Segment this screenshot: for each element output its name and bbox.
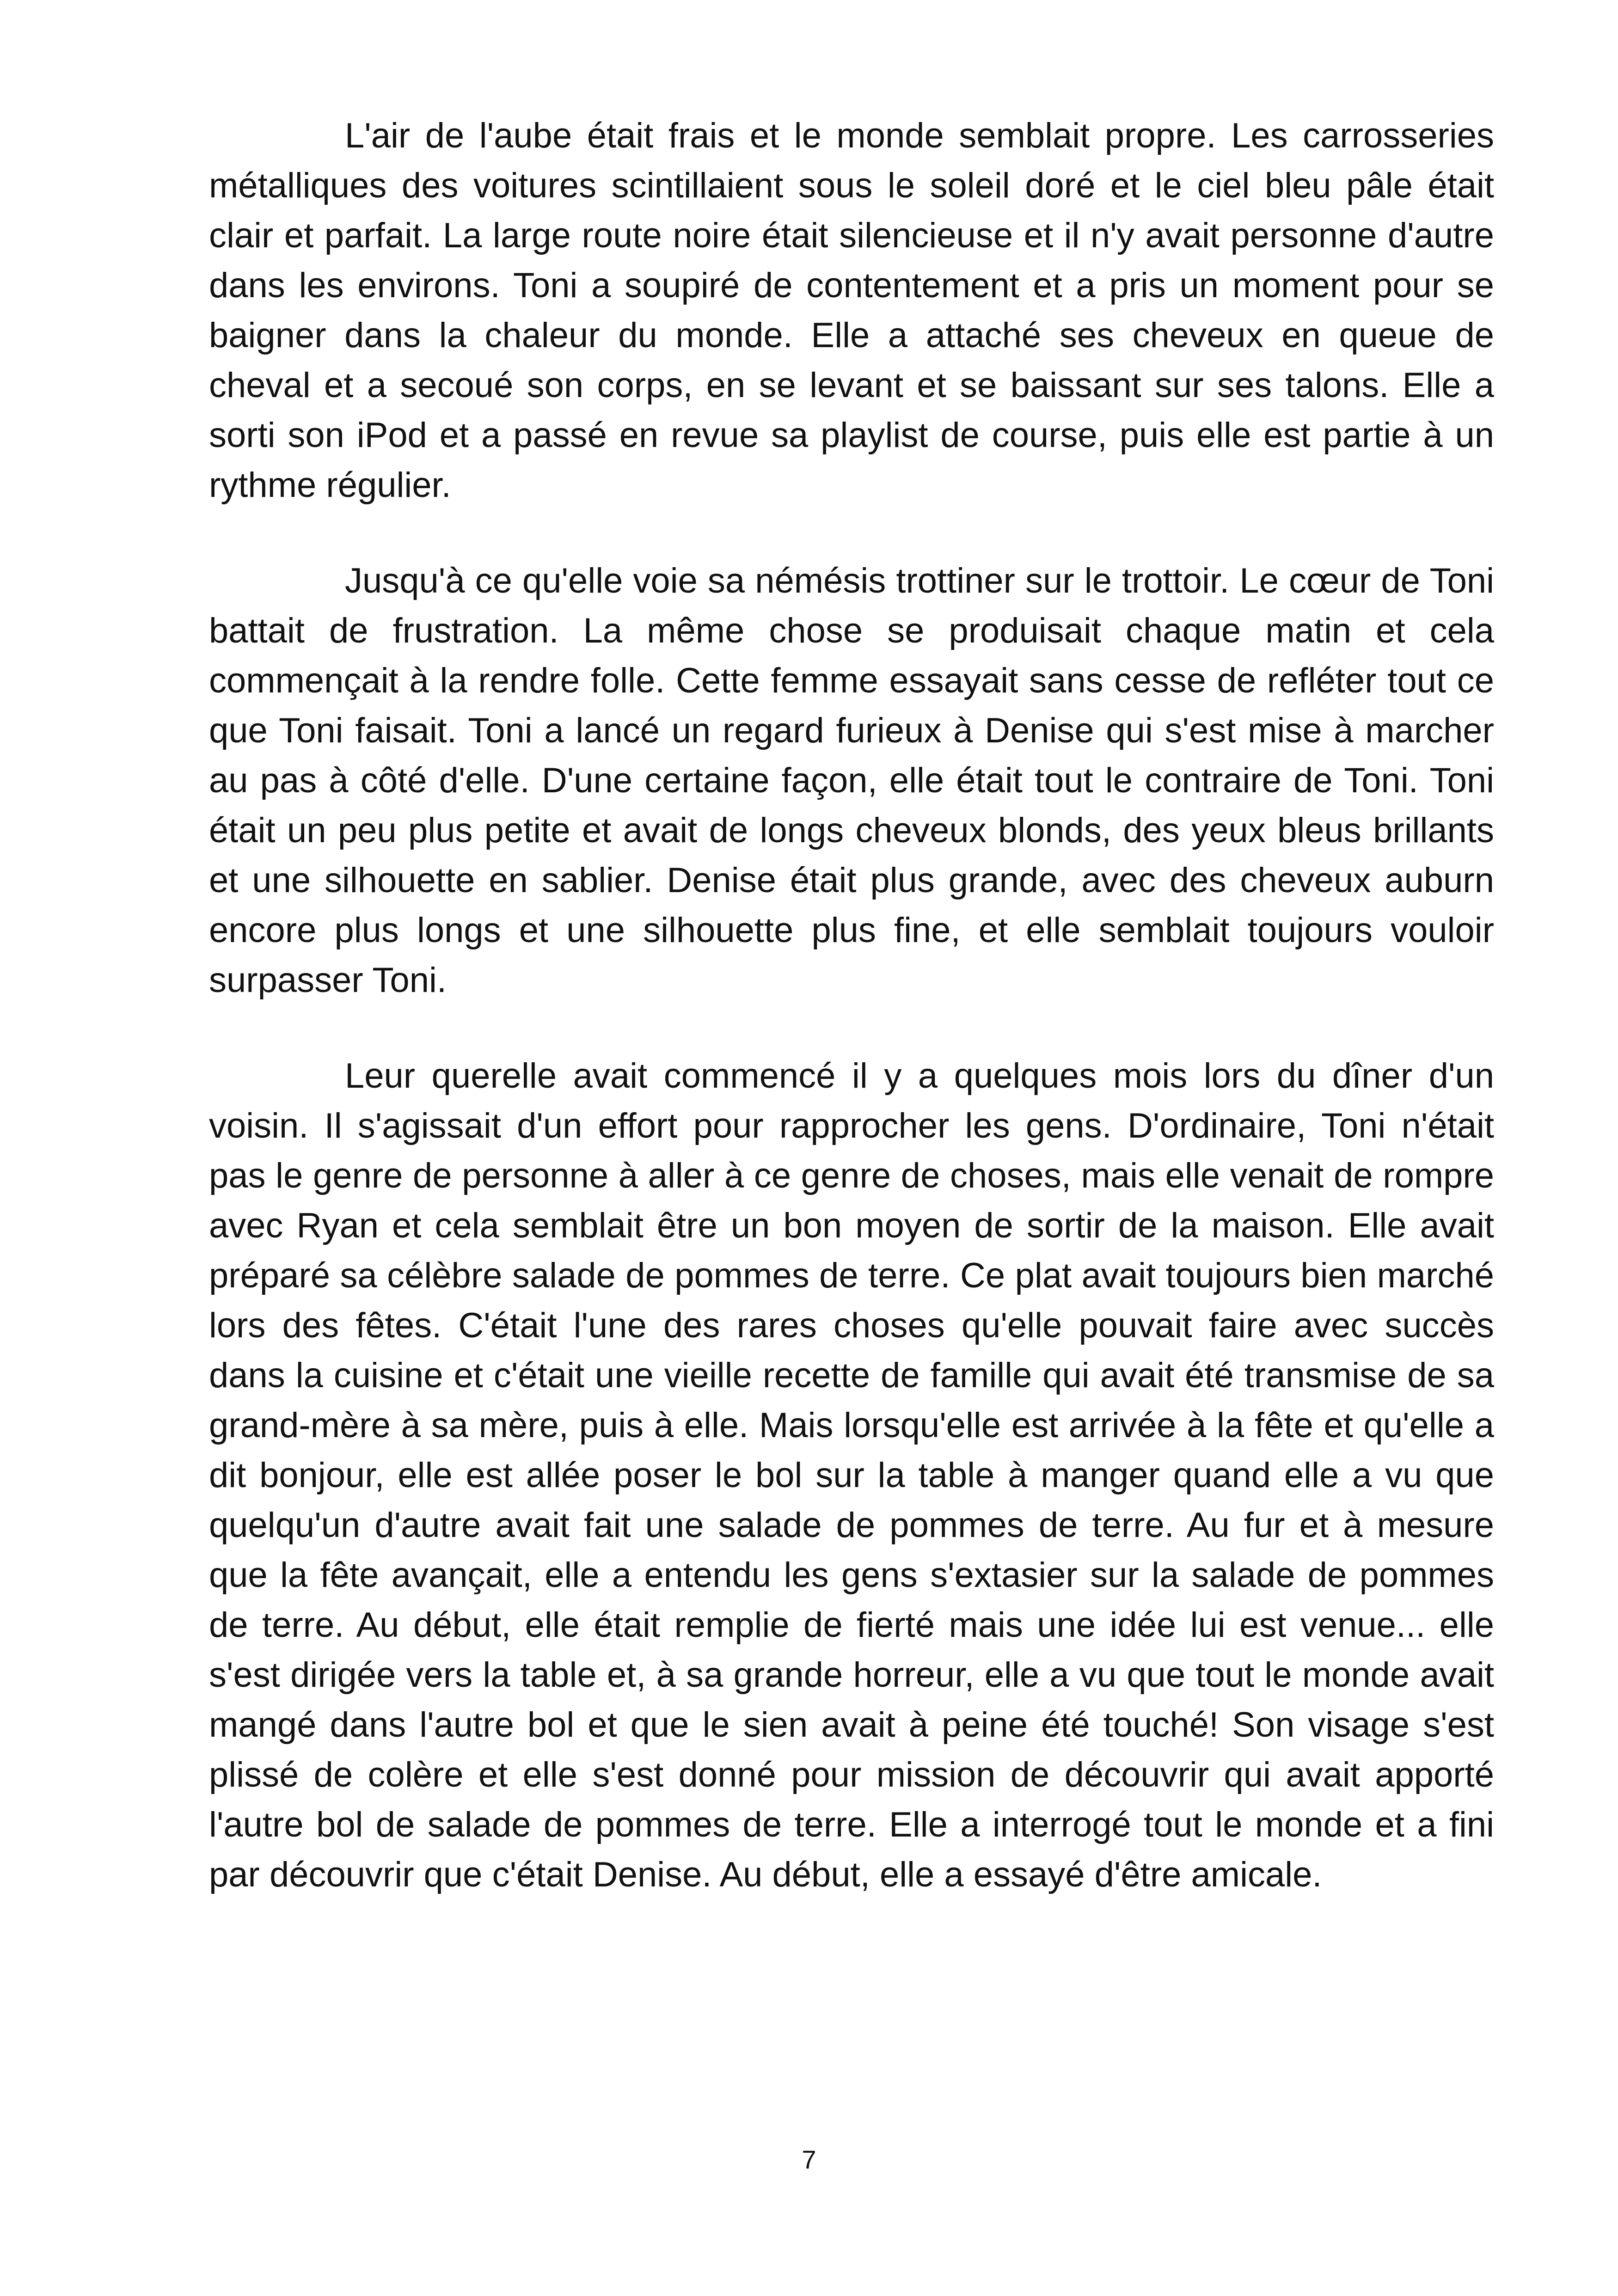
paragraph-2: Jusqu'à ce qu'elle voie sa némésis trottiner sur le trottoir. Le cœur de Toni battait de frustration. La même chose se produisait chaque matin et cela commençait à la rendre folle. Cette femme essayait sans cesse de refléter tout ce que Toni faisait. Toni a lancé un regard furieux à Denise qui s'est mise à marcher au pas à côté d'elle. D'une certaine façon, elle était tout le contraire de Toni. Toni était un peu plus petite et avait de longs cheveux blonds, des yeux bleus brillants et une silhouette en sablier. Denise était plus grande, avec des cheveux auburn encore plus longs et une silhouette plus fine, et elle semblait toujours vouloir surpasser Toni.: [209, 561, 1494, 1000]
paragraph-1: L'air de l'aube était frais et le monde semblait propre. Les carrosseries métalliques des voitures scintillaient sous le soleil doré et le ciel bleu pâle était clair et parfait. La large route noire était silencieuse et il n'y avait personne d'autre dans les environs. Toni a soupiré de contentement et a pris un moment pour se baigner dans la chaleur du monde. Elle a attaché ses cheveux en queue de cheval et a secoué son corps, en se levant et se baissant sur ses talons. Elle a sorti son iPod et a passé en revue sa playlist de course, puis elle est partie à un rythme régulier.: [209, 116, 1494, 505]
paragraph-3: Leur querelle avait commencé il y a quelques mois lors du dîner d'un voisin. Il s'agissait d'un effort pour rapprocher les gens. D'ordinaire, Toni n'était pas le genre de personne à aller à ce genre de choses, mais elle venait de rompre avec Ryan et cela semblait être un bon moyen de sortir de la maison. Elle avait préparé sa célèbre salade de pommes de terre. Ce plat avait toujours bien marché lors des fêtes. C'était l'une des rares choses qu'elle pouvait faire avec succès dans la cuisine et c'était une vieille recette de famille qui avait été transmise de sa grand-mère à sa mère, puis à elle. Mais lorsqu'elle est arrivée à la fête et qu'elle a dit bonjour, elle est allée poser le bol sur la table à manger quand elle a vu que quelqu'un d'autre avait fait une salade de pommes de terre. Au fur et à mesure que la fête avançait, elle a entendu les gens s'extasier sur la salade de pommes de terre. Au début, elle était remplie de fierté mais une idée lui est venue... elle s'est dirigée vers la table et, à sa grande horreur, elle a vu que tout le monde avait mangé dans l'autre bol et que le sien avait à peine été touché! Son visage s'est plissé de colère et elle s'est donné pour mission de découvrir qui avait apporté l'autre bol de salade de pommes de terre. Elle a interrogé tout le monde et a fini par découvrir que c'était Denise. Au début, elle a essayé d'être amicale.: [209, 1056, 1494, 1894]
body-text: [209, 111, 1494, 1946]
page-number: 7: [802, 2145, 816, 2174]
